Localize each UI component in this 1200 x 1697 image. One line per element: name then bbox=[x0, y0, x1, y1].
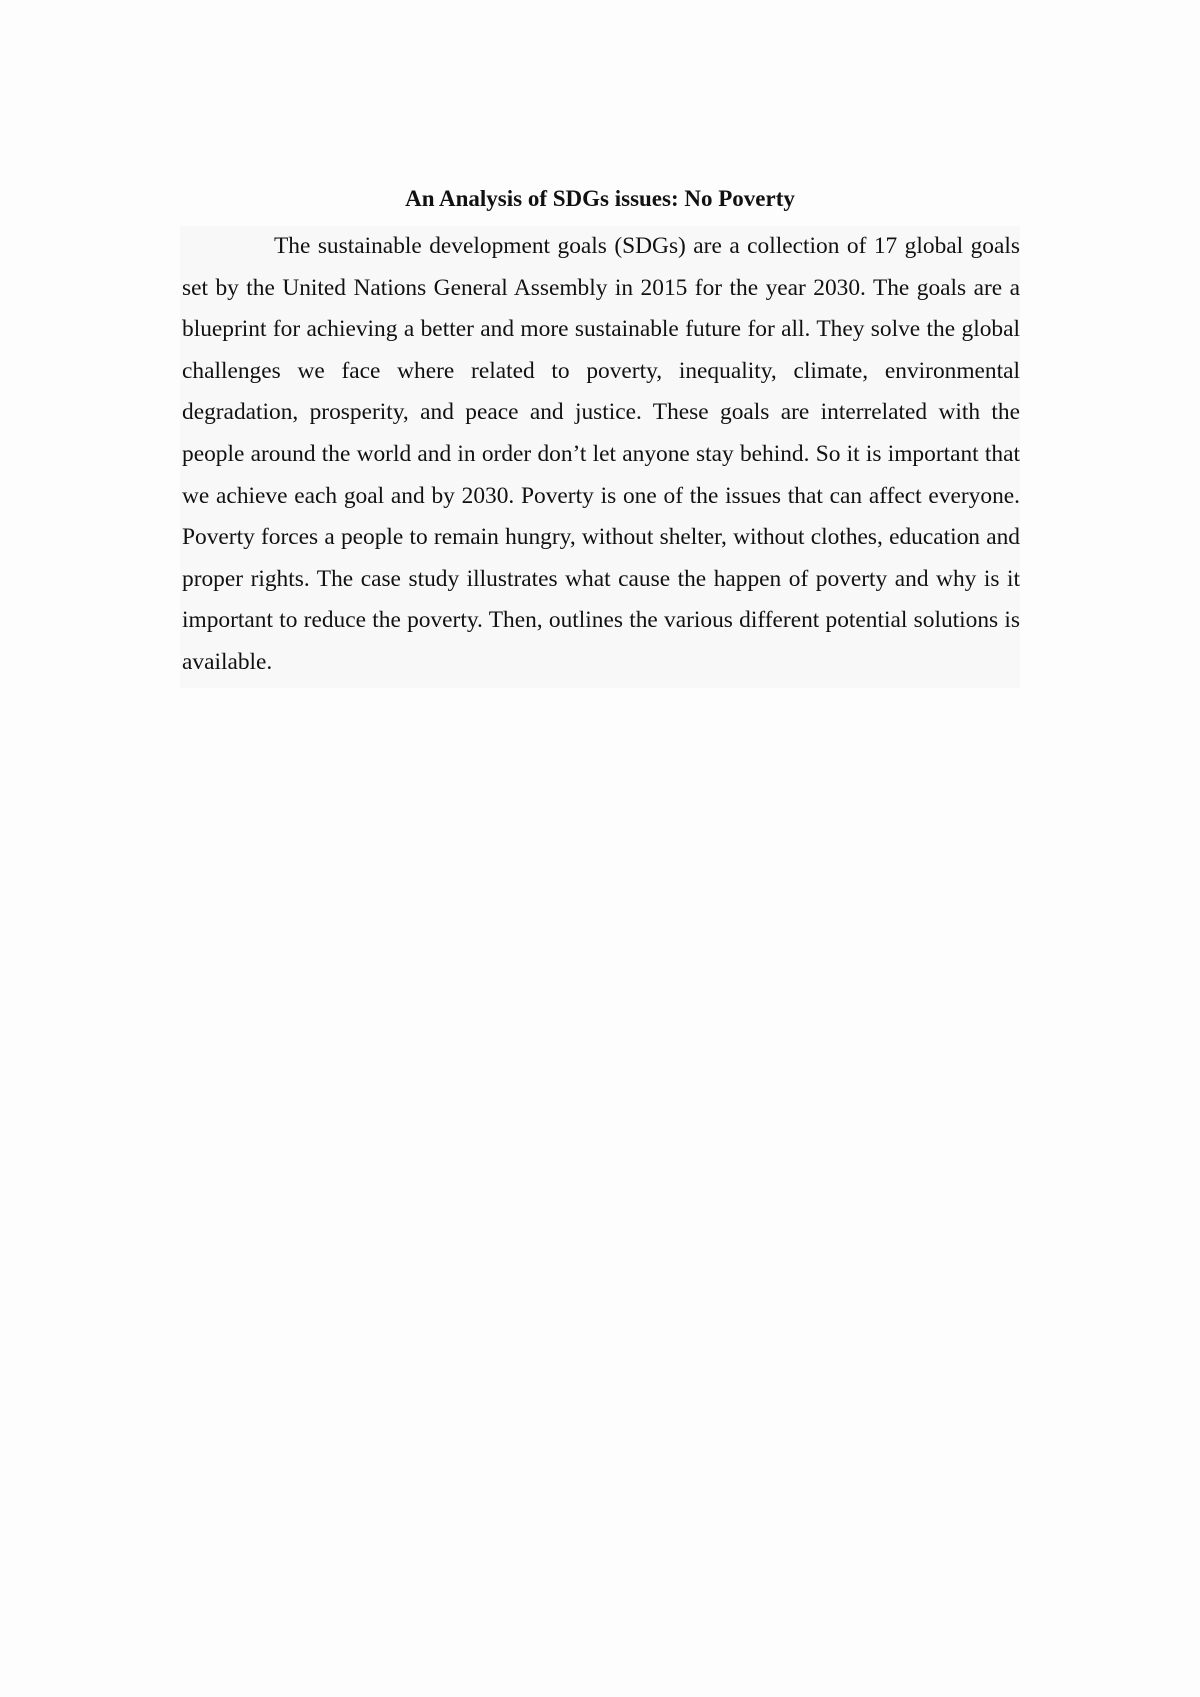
body-paragraph: The sustainable development goals (SDGs) are a collection of 17 global goals set by the United Nations General Assembly in 2015 for the year 2030. The goals are a blueprint for achieving a better and more sustainable future for all. They solve the global challenges we face where related to poverty, inequality, climate, environmental degradation, prosperity, and peace and justice. These goals are interrelated with the people around the world and in order don’t let anyone stay behind. So it is important that we achieve each goal and by 2030. Poverty is one of the issues that can affect everyone. Poverty forces a people to remain hungry, without shelter, without clothes, education and proper rights. The case study illustrates what cause the happen of poverty and why is it important to reduce the poverty. Then, outlines the various different potential solutions is available. bbox=[182, 233, 1020, 675]
document-title: An Analysis of SDGs issues: No Poverty bbox=[405, 186, 795, 211]
